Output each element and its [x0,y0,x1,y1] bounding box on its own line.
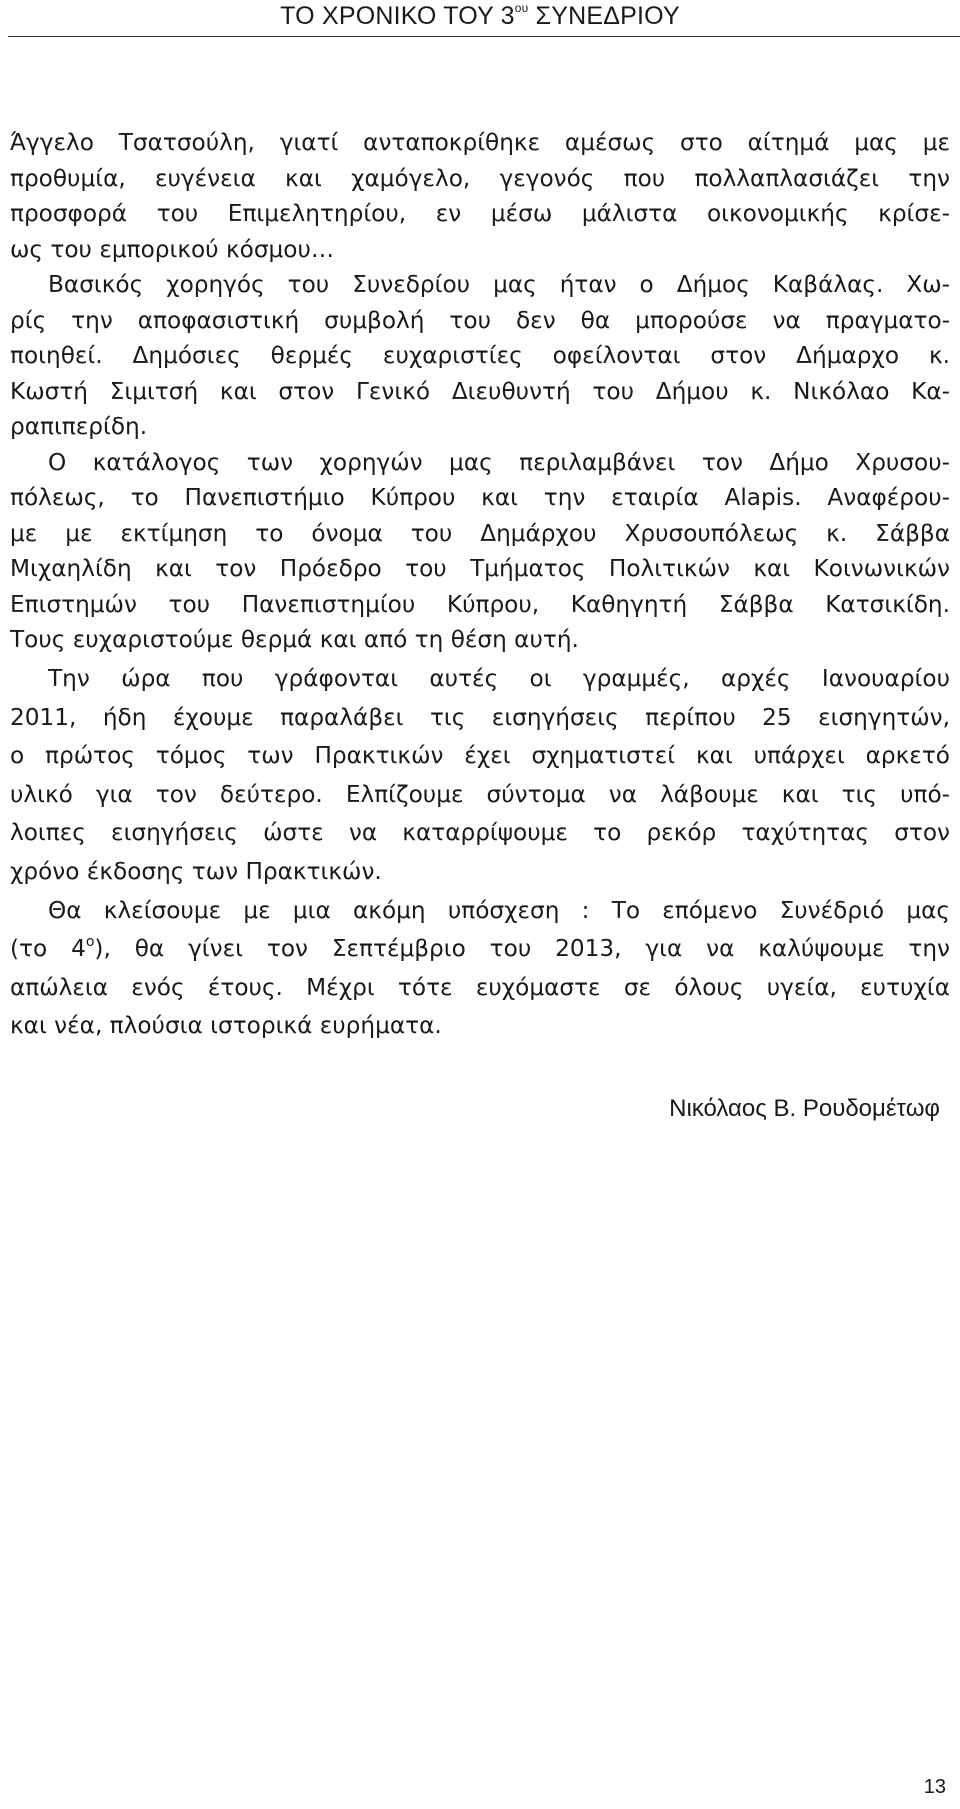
body-line: λοιπες εισηγήσεις ώστε να καταρρίψουμε το ρεκόρ ταχύτητας στον [10,819,950,847]
ordinal-superscript: ο [85,934,95,951]
body-line: προσφορά του Επιμελητηρίου, εν μέσω μάλιστα οικονομικής κρίσε- [10,200,950,227]
body-line: Μιχαηλίδη και τον Πρόεδρο του Τμήματος Πολιτικών και Κοινωνικών [10,555,950,582]
body-line: Άγγελο Τσατσούλη, γιατί ανταποκρίθηκε αμέσως στο αίτημά μας με [10,129,950,156]
header-title-prefix: ΤΟ ΧΡΟΝΙΚΟ ΤΟΥ 3 [280,2,515,30]
body-line-part: ), θα γίνει τον Σεπτέμβριο του 2013, για να καλύψουμε την [94,935,951,963]
header-rule [8,36,960,37]
body-line: Θα κλείσουμε με μια ακόμη υπόσχεση : Το επόμενο Συνέδριό μας [48,896,950,924]
body-line: πόλεως, το Πανεπιστήμιο Κύπρου και την εταιρία Alapis. Αναφέρου- [10,484,950,511]
text-block-upper [10,125,950,658]
body-line: Τους ευχαριστούμε θερμά και από τη θέση αυτή. [10,626,579,653]
body-line: ρίς την αποφασιστική συμβολή του δεν θα μπορούσε να πραγματο- [10,306,950,334]
running-header [0,0,960,32]
body-line: Επιστημών του Πανεπιστημίου Κύπρου, Καθηγητή Σάββα Κατσικίδη. [10,590,950,618]
body-line: Την ώρα που γράφονται αυτές οι γραμμές, αρχές Ιανουαρίου [48,665,950,692]
page-number: 13 [923,1776,946,1798]
body-line: Ο κατάλογος των χορηγών μας περιλαμβάνει τον Δήμο Χρυσου- [48,448,950,476]
body-line: ως του εμπορικού κόσμου… [10,235,335,263]
body-line: υλικό για τον δεύτερο. Ελπίζουμε σύντομα να λάβουμε και τις υπό- [10,780,950,808]
body-line [10,930,950,969]
body-line: Κωστή Σιμιτσή και στον Γενικό Διευθυντή του Δήμου κ. Νικόλαο Κα- [10,377,950,405]
body-line: ο πρώτος τόμος των Πρακτικών έχει σχηματιστεί και υπάρχει αρκετό [10,742,950,770]
body-line: προθυμία, ευγένεια και χαμόγελο, γεγονός που πολλαπλασιάζει την [10,164,950,192]
body-line-part: (το 4 [10,935,86,963]
text-block-lower [10,660,950,1046]
body-line: ποιηθεί. Δημόσιες θερμές ευχαριστίες οφείλονται στον Δήμαρχο κ. [10,342,950,369]
body-line: με με εκτίμηση το όνομα του Δημάρχου Χρυσουπόλεως κ. Σάββα [10,519,950,547]
body-line: χρόνο έκδοσης των Πρακτικών. [10,857,382,885]
body-line: ραπιπερίδη. [10,413,148,440]
author-signature: Νικόλαος Β. Ρουδομέτωφ [669,1095,940,1122]
header-title-suffix: ΣΥΝΕΔΡΙΟΥ [528,2,680,30]
body-line: και νέα, πλούσια ιστορικά ευρήματα. [10,1012,442,1040]
body-line: Βασικός χορηγός του Συνεδρίου μας ήταν ο Δήμος Καβάλας. Χω- [48,271,950,298]
header-title-superscript: ου [514,1,529,15]
body-line: 2011, ήδη έχουμε παραλάβει τις εισηγήσεις περίπου 25 εισηγητών, [10,703,950,731]
body-line: απώλεια ενός έτους. Μέχρι τότε ευχόμαστε σε όλους υγεία, ευτυχία [10,973,950,1001]
